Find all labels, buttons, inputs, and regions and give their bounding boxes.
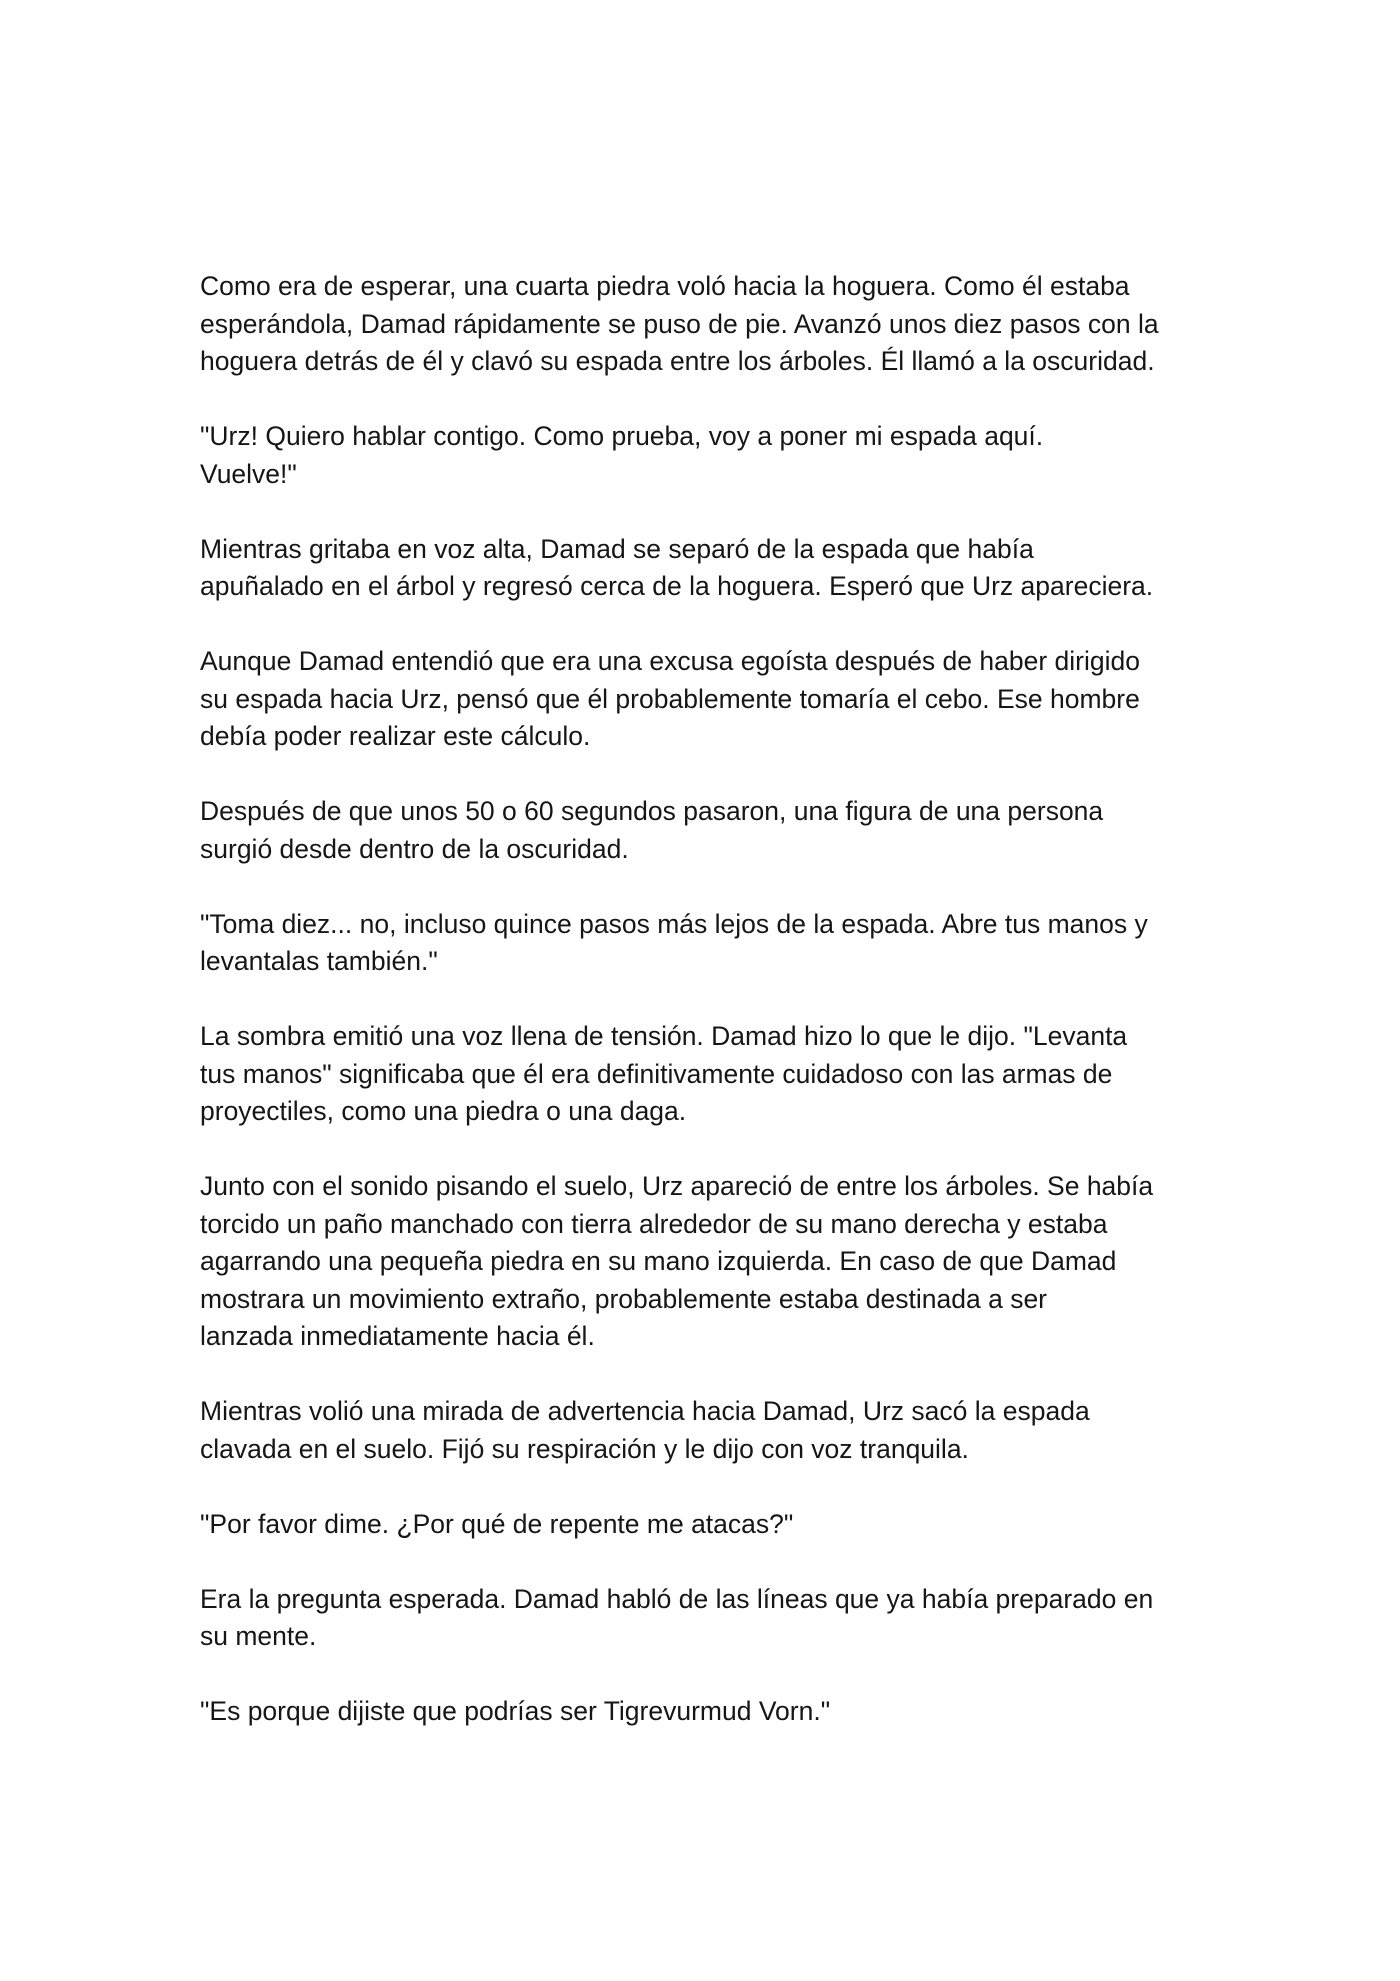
- paragraph-3: Mientras gritaba en voz alta, Damad se separó de la espada que había apuñalado en el árbol y regresó cerca de la hoguera. Esperó que Urz apareciera.: [200, 533, 1154, 601]
- paragraph-10: "Por favor dime. ¿Por qué de repente me atacas?": [200, 1508, 794, 1539]
- paragraph-4: Aunque Damad entendió que era una excusa egoísta después de haber dirigido su espada hacia Urz, pensó que él probablemente tomaría el cebo. Ese hombre debía poder realizar este cálculo.: [200, 646, 1140, 751]
- paragraph-7: La sombra emitió una voz llena de tensión. Damad hizo lo que le dijo. "Levanta tus manos" significaba que él era definitivamente cuidadoso con las armas de proyectiles, como una piedra o una daga.: [200, 1021, 1128, 1126]
- body-text: [200, 268, 1210, 1768]
- paragraph-5: Después de que unos 50 o 60 segundos pasaron, una figura de una persona surgió desde dentro de la oscuridad.: [200, 796, 1104, 864]
- paragraph-11: Era la pregunta esperada. Damad habló de las líneas que ya había preparado en su mente.: [200, 1583, 1154, 1651]
- paragraph-1: Como era de esperar, una cuarta piedra voló hacia la hoguera. Como él estaba esperándola, Damad rápidamente se puso de pie. Avanzó unos diez pasos con la hoguera detrás de él y clavó su espada entre los árboles. Él llamó a la oscuridad.: [200, 271, 1159, 376]
- paragraph-6: "Toma diez... no, incluso quince pasos más lejos de la espada. Abre tus manos y levantalas también.": [200, 908, 1148, 976]
- paragraph-12: "Es porque dijiste que podrías ser Tigrevurmud Vorn.": [200, 1696, 831, 1726]
- paragraph-2: "Urz! Quiero hablar contigo. Como prueba, voy a poner mi espada aquí. Vuelve!": [200, 421, 1044, 489]
- paragraph-8: Junto con el sonido pisando el suelo, Urz apareció de entre los árboles. Se había torcido un paño manchado con tierra alrededor de su mano derecha y estaba agarrando una pequeña piedra en su mano izquierda. En caso de que Damad mostrara un movimiento extraño, probablemente estaba destinada a ser lanzada inmediatamente hacia él.: [200, 1171, 1154, 1351]
- paragraph-9: Mientras volió una mirada de advertencia hacia Damad, Urz sacó la espada clavada en el suelo. Fijó su respiración y le dijo con voz tranquila.: [200, 1396, 1090, 1464]
